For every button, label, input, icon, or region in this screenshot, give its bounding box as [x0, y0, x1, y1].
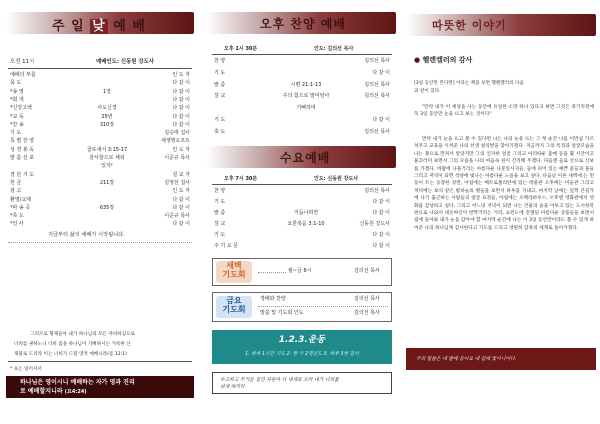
sunday-item-leader: 다 같 이 [172, 80, 190, 87]
sunday-row [10, 162, 190, 170]
sunday-row [10, 212, 190, 220]
sunday-item-name: *교 독 [10, 113, 24, 120]
sunday-item-leader: 새생명소프트 [161, 138, 190, 145]
story-paragraph-1: "만약 내가 이 세상을 사는 동안에 유일한 소망 하나 있다고 하면 그것은 죽기직전에 꼭 3일 동안만 눈을 뜨고 보는 것이다" [414, 105, 594, 118]
sunday-row [10, 79, 190, 87]
sunday-row [10, 146, 190, 154]
sunday-item-leader: 다 같 이 [172, 105, 190, 112]
sunday-top-rule [8, 68, 192, 69]
friday-divider [258, 306, 388, 307]
sunday-item-name: 특 별 찬 양 [10, 138, 35, 145]
wednesday-item-name: 기 도 [214, 199, 226, 205]
story-intro-1: [3일 동안만 본다면] 이라는 책을 보면 헬렌켈러의 다음 [414, 81, 524, 86]
wednesday-item-leader: 다 같 이 [372, 199, 390, 205]
afternoon-item-detail: 주의 힘으로 말미암아 [282, 93, 330, 100]
sunday-item-leader: 다 같 이 [172, 196, 190, 203]
afternoon-item-name: 기 도 [214, 69, 226, 76]
sunday-item-detail: 635장 [99, 204, 115, 211]
wednesday-row [214, 198, 390, 206]
sunday-item-detail: 사도신경 [97, 105, 117, 112]
sunday-row [10, 113, 190, 121]
wednesday-item-detail: 거듭나려면 [293, 210, 319, 216]
afternoon-row [214, 57, 390, 65]
wednesday-item-name: 설 교 [214, 221, 226, 227]
sunday-item-leader: 이준규 목사 [164, 213, 190, 220]
story-column [402, 0, 600, 424]
afternoon-item-leader: 김의선 목사 [364, 58, 390, 64]
sunday-item-name: 성 경 봉 독 [10, 146, 35, 153]
wednesday-row [214, 187, 390, 195]
dawn-prayer-label [216, 261, 252, 283]
wednesday-item-name: 말 씀 [214, 210, 226, 216]
afternoon-time: 오후 1시 30분 [224, 46, 258, 52]
friday-prayer-label [216, 296, 252, 318]
sunday-banner [6, 376, 194, 398]
afternoon-row [214, 116, 390, 124]
afternoon-leader: 인도: 김의선 목사 [314, 46, 354, 52]
friday-label-2: 기도회 [222, 305, 246, 314]
sunday-item-name: 광 고 [10, 188, 22, 195]
sunday-row [10, 204, 190, 212]
afternoon-item-leader: 김의선 목사 [364, 128, 390, 135]
friday-row2-leader: 김의선 목사 [354, 310, 380, 316]
sunday-item-leader: 김승태 집사 [164, 130, 190, 137]
dawn-prayer-time: 월~금 6시 [288, 268, 312, 274]
friday-row2-text: 말씀 및 기도회 인도 [260, 310, 304, 316]
quote-line-1: 수고하고 무거운 짐진 자들아 다 내게로 오라 내가 너희를 [220, 378, 339, 383]
sunday-time: 오전 11시 [10, 59, 35, 65]
sunday-item-detail: 310장 [99, 121, 115, 128]
afternoon-item-name: 축 도 [214, 128, 226, 135]
movement-box [212, 330, 392, 364]
weekday-column [202, 0, 400, 424]
sunday-item-leader: 다 같 이 [172, 113, 190, 120]
wednesday-item-name: 찬 양 [214, 188, 226, 194]
sunday-footnote: * 표는 일어서서 [10, 367, 42, 372]
wednesday-leader: 인도: 신동원 강도사 [314, 176, 359, 182]
sunday-leader: 예배인도: 신동원 강도사 [96, 59, 154, 65]
banner-line-2: 로 예배할지니라 (요4:24) [20, 388, 87, 395]
wednesday-title: 수요예배 [280, 151, 331, 165]
sunday-item-name: *신앙고백 [10, 105, 32, 112]
wednesday-row [214, 242, 390, 250]
wednesday-item-name: 주 기 도 문 [214, 243, 239, 249]
sunday-item-detail: 25번 [101, 113, 113, 120]
sunday-item-leader: 다 같 이 [172, 204, 190, 211]
sunday-item-detail: 감사함으로 채워 [89, 155, 125, 161]
afternoon-item-leader: 김의선 목사 [364, 93, 390, 100]
sunday-row [10, 71, 190, 79]
afternoon-item-name: 말 씀 [214, 81, 226, 88]
friday-row1-text: 경배와 찬양 [260, 296, 286, 302]
sunday-item-detail: 211장 [99, 179, 115, 186]
sunday-item-leader: 인 도 자 [172, 146, 190, 153]
sunday-column [0, 0, 200, 424]
afternoon-item-name: 설 교 [214, 93, 226, 100]
sunday-item-name: *인 사 [10, 221, 24, 228]
sunday-row [10, 220, 190, 228]
afternoon-item-leader: 다 같 이 [372, 117, 390, 123]
sunday-item-leader: 다 같 이 [172, 88, 190, 95]
sunday-item-leader: 인 도 자 [172, 72, 190, 78]
sunday-row [10, 171, 190, 179]
wednesday-row [214, 209, 390, 217]
sunday-row [10, 154, 190, 162]
sunday-item-detail: 골로새서 3:15-17 [86, 146, 128, 153]
sunday-title: 주 일 낮 예 배 [52, 19, 146, 34]
sunday-item-name: *축 도 [10, 213, 24, 220]
sunday-verse-3: 제물로 드리라 이는 너희가 드릴 영적 예배니라(롬 12:1) [14, 352, 127, 357]
afternoon-row [214, 92, 390, 100]
story-subtitle-text: 헬렌켈러의 감사 [422, 56, 473, 64]
sunday-verse-rule [8, 361, 192, 362]
sunday-row [10, 121, 190, 129]
wednesday-row [214, 220, 390, 228]
sunday-item-leader: 다 같 이 [172, 96, 190, 103]
wednesday-item-name: 기 도 [214, 232, 226, 238]
sunday-item-name: 기 도 [10, 130, 22, 137]
wednesday-item-detail: 요한복음 3:1-10 [287, 221, 325, 227]
story-subtitle-bullet: ● [414, 56, 421, 64]
wednesday-item-leader: 다 같 이 [372, 243, 390, 249]
wednesday-row [214, 231, 390, 239]
sunday-row [10, 196, 190, 204]
dawn-dots [258, 272, 286, 273]
sunday-verse-2: 너희를 권하노니 너희 몸을 하나님이 기뻐하시는 거룩한 산 [14, 342, 131, 347]
sunday-row [10, 96, 190, 104]
afternoon-item-leader: 김의선 목사 [364, 81, 390, 88]
sunday-item-name: 결 단 기 도 [10, 171, 35, 178]
wednesday-item-leader: 다 같 이 [372, 210, 390, 216]
sunday-item-name: *파 송 곡 [10, 204, 31, 211]
sunday-item-leader: 다 같 이 [172, 221, 190, 228]
wednesday-item-leader: 다 같 이 [372, 232, 390, 238]
dawn-label-1: 새벽 [226, 261, 242, 270]
sunday-item-leader: 이준규 목사 [164, 155, 190, 161]
sunday-item-leader: 다 같 이 [172, 121, 190, 128]
afternoon-item-name: 찬 양 [214, 58, 226, 64]
afternoon-item-detail: 기뻐하며 [296, 105, 316, 112]
movement-text: 1. 하루 1시간 기도 2. 한 주 2명전도 3. 하루 3번 감사 [245, 352, 359, 357]
wednesday-time: 오후 7시 30분 [224, 176, 258, 182]
afternoon-row [214, 104, 390, 112]
afternoon-row [214, 69, 390, 77]
sunday-item-name: 묵 도 [10, 80, 22, 87]
story-footer-banner [406, 348, 596, 370]
sunday-row [10, 129, 190, 137]
wednesday-item-leader: 신동원 강도사 [359, 221, 390, 227]
sunday-item-name: *회 개 [10, 96, 24, 103]
afternoon-rule [212, 54, 392, 55]
story-subtitle [414, 57, 472, 64]
sunday-item-name: 말 씀 선 포 [10, 155, 35, 161]
sunday-item-detail: 1장 [102, 88, 111, 95]
sunday-item-name: 헌 금 [10, 179, 22, 186]
sunday-closing: 지금부터 삶의 예배가 시작됩니다. [48, 232, 125, 238]
sunday-row [10, 137, 190, 145]
wednesday-rule [212, 184, 392, 185]
sunday-item-name: *송 영 [10, 88, 24, 95]
movement-title: 1.2.3.운동 [278, 335, 326, 345]
sunday-item-name: *찬 송 [10, 121, 24, 128]
story-footer-text: 주의 말씀은 내 발에 등이요 내 길에 빛이니이다. [416, 357, 517, 362]
sunday-row [10, 104, 190, 112]
sunday-item-leader: 김영선 집사 [164, 179, 190, 186]
quote-line-2: 쉬게 하리라 [220, 385, 245, 390]
afternoon-item-leader: 다 같 이 [372, 69, 390, 76]
friday-label-1: 금요 [226, 296, 242, 305]
sunday-row [10, 187, 190, 195]
story-intro-2: 과 같이 있다. [414, 89, 441, 94]
sunday-item-leader: 인 도 자 [172, 188, 190, 195]
sunday-item-leader: 설 교 자 [172, 171, 190, 178]
afternoon-item-name: 기 도 [214, 117, 226, 123]
sunday-item-name: 예배의 부름 [10, 72, 36, 78]
afternoon-item-detail: 시편 21:1-13 [290, 81, 322, 88]
afternoon-row [214, 128, 390, 136]
banner-line-1: 하나님은 영이시니 예배하는 자가 영과 진리 [20, 379, 135, 386]
afternoon-row [214, 81, 390, 89]
sunday-item-detail: 있자! [101, 163, 113, 170]
story-header: 따뜻한 이야기 [432, 19, 507, 32]
dawn-label-2: 기도회 [222, 270, 246, 279]
afternoon-title: 오후 찬양 예배 [260, 17, 346, 31]
story-paragraph-2: 만약 내가 눈을 뜨고 볼 수 있다면 나는 나의 눈을 뜨는 그 첫 순간 나를 이만큼 가르쳐주고 교육을 시켜준 나의 선생 설리번을 찾아가겠다. 지금까지 그의 특징과 얼굴모습을 나는 볼으로 만져서 알았지만 그의 인자한 얼굴 그리고 아리따운 몸매 등을 몇 시간이고 물끄러미 보면서 그의 모습을 나의 마음속 깊이 간직해 두겠다. 다음엔 들로 산으로 산보를 가겠다. 바람에 나풀거리는 아름다운 나뭇잎사귀들, 들에 피어 있는 예쁜 꽃들과 풀들 그리고 저녁이 되면 석양에 빛나는 아름다운 노을을 보고 싶다. 다음날 이른 새벽에 는 먼동이 트는 웅장한 장면, 아침에는 메트로폴리탄에 있는 박물관 오후에는 미술관 그리고 저녁에는 보석 같은 밤하늘의 별들을 보면서 하루를 지내고, 마지막 날에는 일찍 큰길가에 나가 출근하는 사람들의 얼굴 표정들, 아침에는 오페라하우스, 오후엔 영화관에서 영화를 감상하고 싶다. 그리고 어느덧 저녁이 되면 나는 건물의 숲을 이루고 있는 도시한복판으로 나와서 네온싸인이 반짝거리는 거리, 쇼윈도에 진열된 아름다운 상품들을 보면서 집에 돌아와 내가 눈을 감아야 할 마지막 순간에 나는 이 3일 동안만이라도 볼 수 있게 하여준 나의 하나님께 감사한다고 기도를 드리고 영원히 암흑의 세계로 돌아가겠다. [414, 137, 594, 231]
wednesday-item-leader: 김의선 목사 [364, 188, 390, 194]
sunday-closing-rule [8, 242, 192, 243]
sunday-row [10, 88, 190, 96]
friday-row1-leader: 김의선 목사 [354, 296, 380, 302]
sunday-item-name: 환영/교제 [10, 196, 32, 203]
sunday-row [10, 179, 190, 187]
sunday-verse-1: 그리므로 형제들아 내가 하나님의 모든 자비하심으로 [30, 332, 135, 337]
dawn-prayer-leader: 김의선 목사 [354, 268, 380, 274]
